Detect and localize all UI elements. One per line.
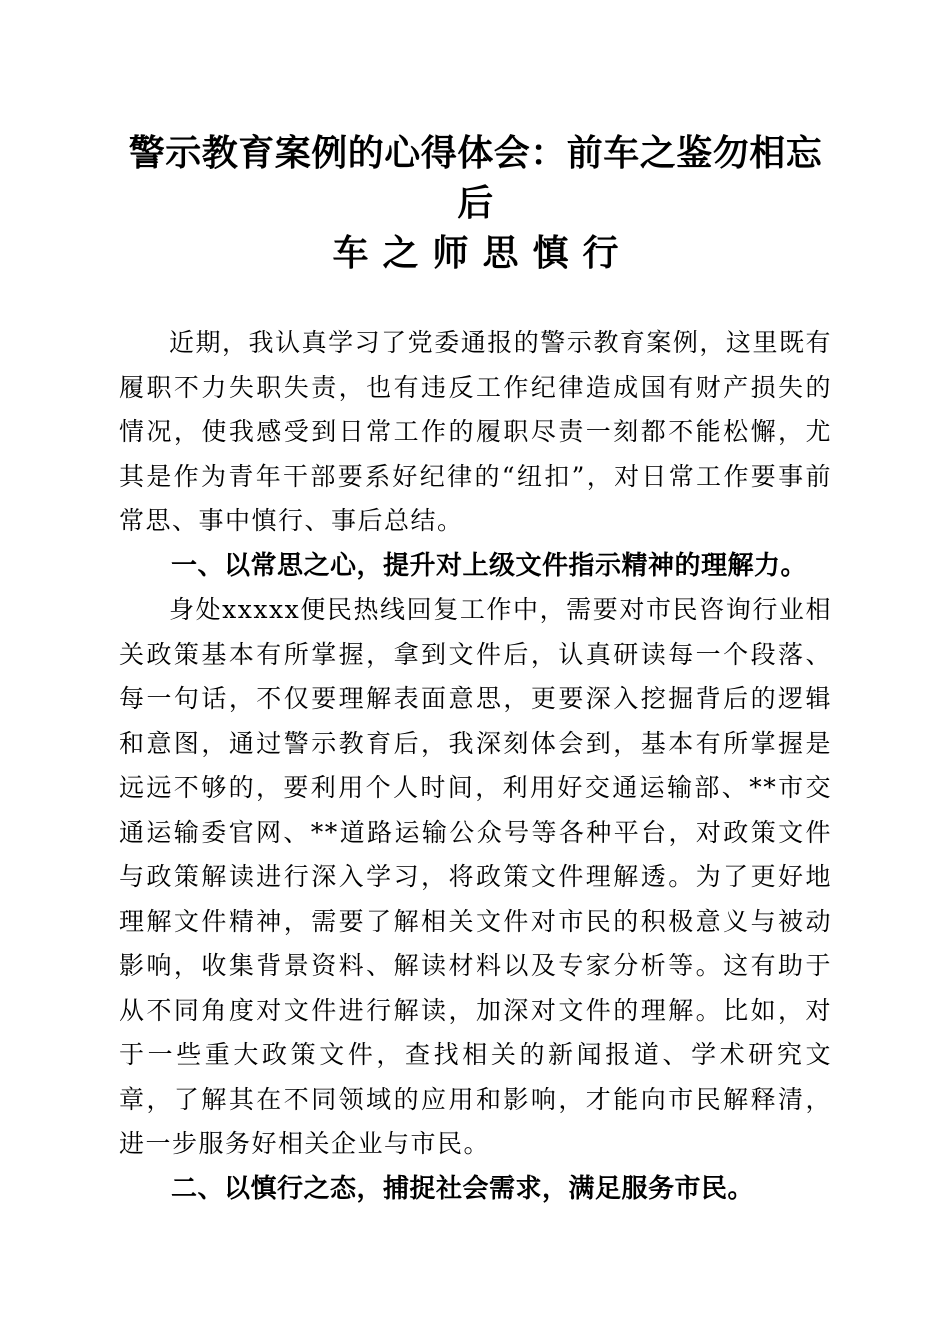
paragraph-intro: 近期，我认真学习了党委通报的警示教育案例，这里既有履职不力失职失责，也有违反工作纪律造成国有财产损失的情况，使我感受到日常工作的履职尽责一刻都不能松懈，尤其是作为青年干部要系好纪律的“纽扣”，对日常工作要事前常思、事中慎行、事后总结。 bbox=[119, 328, 832, 535]
document-title-line-1: 警示教育案例的心得体会：前车之鉴勿相忘后 bbox=[128, 132, 823, 224]
document-title bbox=[119, 128, 832, 278]
section-heading-2: 二、以慎行之态，捕捉社会需求，满足服务市民。 bbox=[171, 1173, 755, 1204]
paragraph-section-1: 身处xxxxx便民热线回复工作中，需要对市民咨询行业相关政策基本有所掌握，拿到文件后，认真研读每一个段落、每一句话，不仅要理解表面意思，更要深入挖掘背后的逻辑和意图，通过警示教育后，我深刻体会到，基本有所掌握是远远不够的，要利用个人时间，利用好交通运输部、**市交通运输委官网、**道路运输公众号等各种平台，对政策文件与政策解读进行深入学习，将政策文件理解透。为了更好地理解文件精神，需要了解相关文件对市民的积极意义与被动影响，收集背景资料、解读材料以及专家分析等。这有助于从不同角度对文件进行解读，加深对文件的理解。比如，对于一些重大政策文件，查找相关的新闻报道、学术研究文章，了解其在不同领域的应用和影响，才能向市民解释清，进一步服务好相关企业与市民。 bbox=[119, 595, 832, 1158]
section-heading-1: 一、以常思之心，提升对上级文件指示精神的理解力。 bbox=[171, 550, 808, 581]
document-title-line-2: 车之师思慎行 bbox=[332, 232, 633, 274]
